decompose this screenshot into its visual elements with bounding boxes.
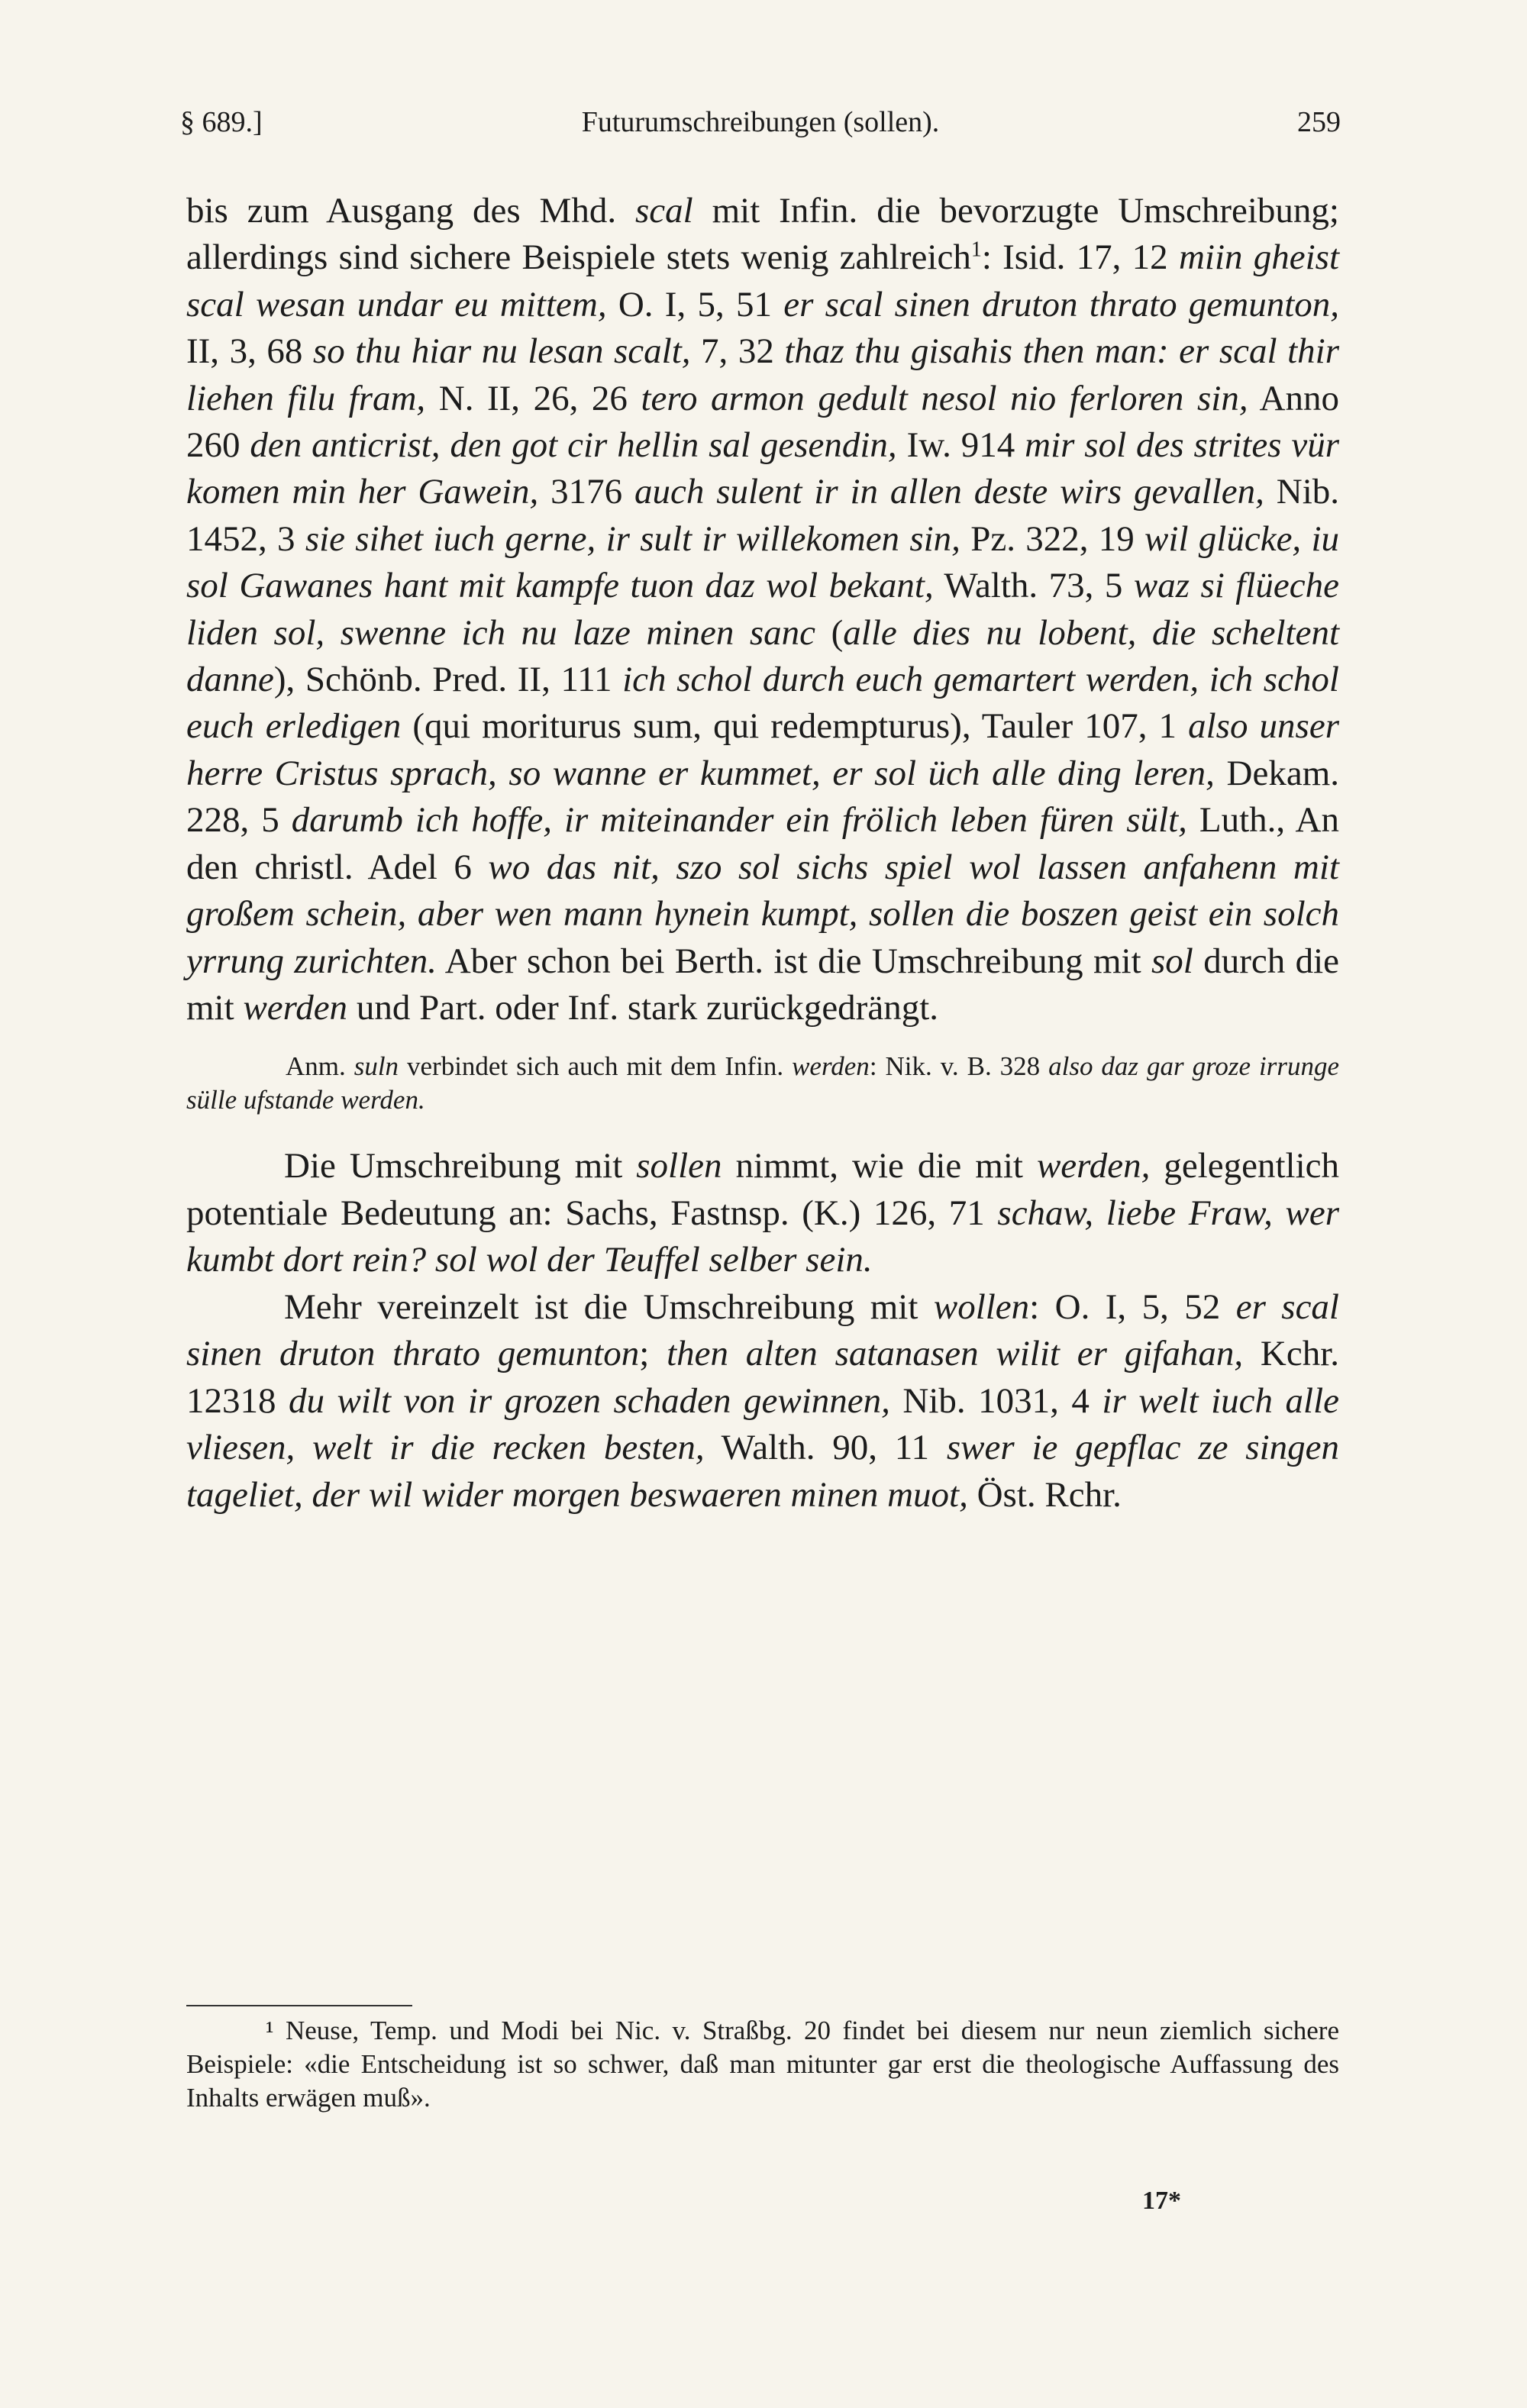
footnote: ¹ Neuse, Temp. und Modi bei Nic. v. Straßbg. 20 findet bei diesem nur neun ziemlich sichere Beispiele: «die Entscheidung ist so schwer, daß man mitunter gar erst die theologische Auffassung des Inhalts erwägen muß». xyxy=(186,2016,1339,2113)
section-number: § 689.] xyxy=(180,106,263,138)
footnote-mark: ¹ xyxy=(266,2016,274,2045)
running-title: Futurumschreibungen (sollen). xyxy=(581,106,940,138)
paragraph-continued: bis zum Ausgang des Mhd. scal mit Infin. die bevorzugte Umschreibung; allerdings sind sichere Beispiele stets wenig zahlreich$^1$: Isid. 17, 12 miin gheist scal wesan undar eu mittem, O. I, 5, 51 er scal sinen druton thrato gemunton, II, 3, 68 so thu hiar nu lesan scalt, 7, 32 thaz thu gisahis then man: er scal thir liehen filu fram, N. II, 26, 26 tero armon gedult nesol nio ferloren sin, Anno 260 den anticrist, den got cir hellin sal gesendin, Iw. 914 mir sol des strites vür komen min her Gawein, 3176 auch sulent ir in allen deste wirs gevallen, Nib. 1452, 3 sie sihet iuch gerne, ir sult ir willekomen sin, Pz. 322, 19 wil glücke, iu sol Gawanes hant mit kampfe tuon daz wol bekant, Walth. 73, 5 waz si flüeche liden sol, swenne ich nu laze minen sanc (alle dies nu lobent, die scheltent danne), Schönb. Pred. II, 111 ich schol durch euch gemartert werden, ich schol euch erledigen (qui moriturus sum, qui redempturus), Tauler 107, 1 also unser herre Cristus sprach, so wanne er kummet, er sol üch alle ding leren, Dekam. 228, 5 darumb ich hoffe, ir miteinander ein frölich leben füren sült, Luth., An den christl. Adel 6 wo das nit, szo sol sichs spiel wol lassen anfahenn mit großem schein, aber wen mann hynein kumpt, sollen die boszen geist ein solch yrrung zurichten. Aber schon bei Berth. ist die Umschreibung mit sol durch die mit werden und Part. oder Inf. stark zurückgedrängt. xyxy=(186,191,1340,1028)
footnote-reference: 1 xyxy=(970,237,982,262)
running-head xyxy=(180,99,1341,145)
paragraph-potential-meaning: Die Umschreibung mit sollen nimmt, wie die mit werden, gelegentlich potentiale Bedeutung an: Sachs, Fastnsp. (K.) 126, 71 schaw, liebe Fraw, wer kumbt dort rein? sol wol der Teuffel selber sein. xyxy=(186,1146,1339,1280)
footnote-rule xyxy=(186,2005,412,2006)
page-number: 259 xyxy=(1297,106,1341,138)
body-text xyxy=(186,188,1339,1519)
signature-mark: 17* xyxy=(1142,2187,1181,2215)
annotation-note: Anm. suln verbindet sich auch mit dem Infin. werden: Nik. v. B. 328 also daz gar groze irrunge sülle ufstande werden. xyxy=(186,1051,1339,1115)
paragraph-wollen: Mehr vereinzelt ist die Umschreibung mit wollen: O. I, 5, 52 er scal sinen druton thrato gemunton; then alten satanasen wilit er gifahan, Kchr. 12318 du wilt von ir grozen schaden gewinnen, Nib. 1031, 4 ir welt iuch alle vliesen, welt ir die recken besten, Walth. 90, 11 swer ie gepflac ze singen tageliet, der wil wider morgen beswaeren minen muot, Öst. Rchr. xyxy=(186,1286,1340,1515)
